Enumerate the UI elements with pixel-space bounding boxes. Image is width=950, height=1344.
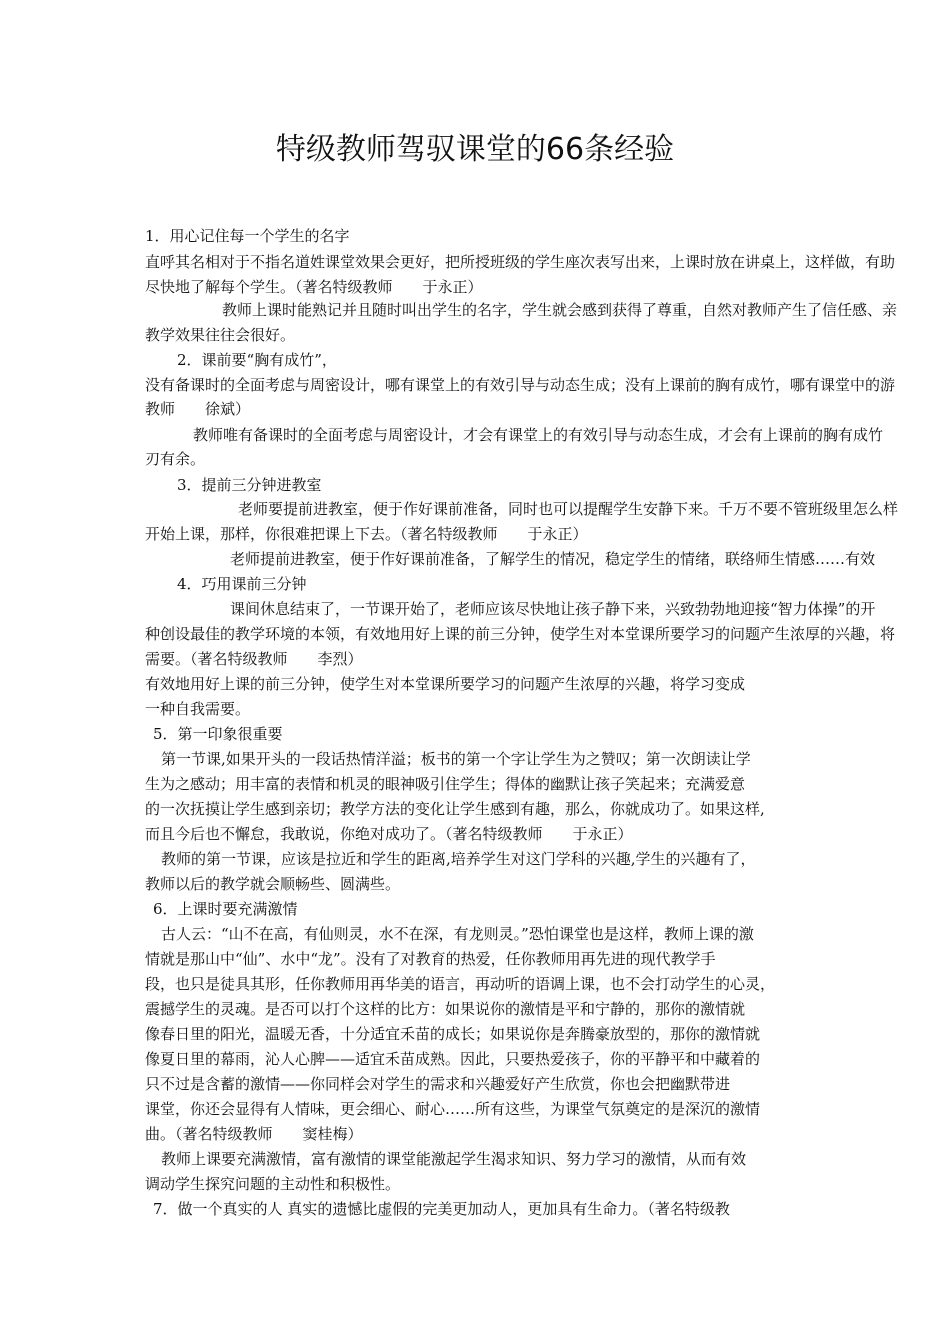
paragraph-line: 刃有余。 — [145, 450, 206, 468]
section-heading-7: 7．做一个真实的人 真实的遗憾比虚假的完美更加动人，更加具有生命力。（著名特级教 — [153, 1200, 730, 1218]
paragraph-line: 段，也只是徒具其形，任你教师用再华美的语言，再动听的语调上课，也不会打动学生的心灵， — [145, 975, 776, 993]
paragraph-line: 震撼学生的灵魂。是否可以打个这样的比方：如果说你的激情是平和宁静的，那你的激情就 — [145, 1000, 746, 1018]
paragraph-line: 有效地用好上课的前三分钟，使学生对本堂课所要学习的问题产生浓厚的兴趣，将学习变成 — [145, 675, 746, 693]
paragraph-line: 曲。（著名特级教师 窦桂梅） — [145, 1125, 363, 1143]
paragraph-line: 开始上课，那样，你很难把课上下去。（著名特级教师 于永正） — [145, 525, 588, 543]
paragraph-line: 生为之感动；用丰富的表情和机灵的眼神吸引住学生；得体的幽默让孩子笑起来；充满爱意 — [145, 775, 746, 793]
paragraph-line: 教师上课时能熟记并且随时叫出学生的名字，学生就会感到获得了尊重，自然对教师产生了信任感、亲 — [222, 301, 898, 319]
paragraph-line: 老师要提前进教室，便于作好课前准备，同时也可以提醒学生安静下来。千万不要不管班级里怎么样 — [238, 500, 899, 518]
paragraph-line: 需要。（著名特级教师 李烈） — [145, 650, 363, 668]
paragraph-line: 课间休息结束了，一节课开始了，老师应该尽快地让孩子静下来，兴致勃勃地迎接“智力体操”的开 — [230, 600, 876, 618]
paragraph-line: 教师唯有备课时的全面考虑与周密设计，才会有课堂上的有效引导与动态生成，才会有上课前的胸有成竹 — [193, 426, 884, 444]
paragraph-line: 只不过是含蓄的激情——你同样会对学生的需求和兴趣爱好产生欣赏，你也会把幽默带进 — [145, 1075, 731, 1093]
paragraph-line: 教学效果往往会很好。 — [145, 326, 296, 344]
paragraph-line: 教师以后的教学就会顺畅些、圆满些。 — [145, 875, 401, 893]
paragraph-line: 一种自我需要。 — [145, 700, 251, 718]
paragraph-line: 尽快地了解每个学生。（著名特级教师 于永正） — [145, 278, 483, 296]
paragraph-line: 古人云：“山不在高，有仙则灵，水不在深，有龙则灵。”恐怕课堂也是这样，教师上课的激 — [161, 925, 754, 943]
paragraph-line: 教师上课要充满激情，富有激情的课堂能激起学生渴求知识、努力学习的激情，从而有效 — [161, 1150, 747, 1168]
paragraph-line: 没有备课时的全面考虑与周密设计，哪有课堂上的有效引导与动态生成；没有上课前的胸有成竹，哪有课堂中的游 — [145, 376, 896, 394]
document-title: 特级教师驾驭课堂的66条经验 — [275, 132, 675, 167]
section-heading-2: 2．课前要“胸有成竹”， — [177, 351, 337, 369]
paragraph-line: 第一节课,如果开头的一段话热情洋溢；板书的第一个字让学生为之赞叹；第一次朗读让学 — [161, 750, 751, 768]
paragraph-line: 直呼其名相对于不指名道姓课堂效果会更好，把所授班级的学生座次表写出来，上课时放在讲桌上，这样做，有助 — [145, 253, 896, 271]
paragraph-line: 教师的第一节课，应该是拉近和学生的距离,培养学生对这门学科的兴趣,学生的兴趣有了， — [161, 850, 756, 868]
section-heading-4: 4．巧用课前三分钟 — [177, 575, 307, 593]
section-heading-1: 1．用心记住每一个学生的名字 — [145, 227, 350, 245]
section-heading-3: 3．提前三分钟进教室 — [177, 476, 322, 494]
paragraph-line: 情就是那山中“仙”、水中“龙”。没有了对教育的热爱，任你教师用再先进的现代教学手 — [145, 950, 716, 968]
paragraph-line: 像春日里的阳光，温暖无香，十分适宜禾苗的成长；如果说你是奔腾豪放型的，那你的激情就 — [145, 1025, 761, 1043]
paragraph-line: 像夏日里的幕雨，沁人心脾——适宜禾苗成熟。因此，只要热爱孩子，你的平静平和中藏着的 — [145, 1050, 761, 1068]
paragraph-line: 调动学生探究问题的主动性和积极性。 — [145, 1175, 401, 1193]
section-heading-6: 6．上课时要充满激情 — [153, 900, 298, 918]
paragraph-line: 的一次抚摸让学生感到亲切；教学方法的变化让学生感到有趣，那么，你就成功了。如果这样, — [145, 800, 765, 818]
section-heading-5: 5．第一印象很重要 — [153, 725, 283, 743]
paragraph-line: 而且今后也不懈怠，我敢说，你绝对成功了。（著名特级教师 于永正） — [145, 825, 633, 843]
paragraph-line: 老师提前进教室，便于作好课前准备，了解学生的情况，稳定学生的情绪，联络师生情感……有效 — [230, 550, 876, 568]
paragraph-line: 课堂，你还会显得有人情味，更会细心、耐心……所有这些，为课堂气氛奠定的是深沉的激情 — [145, 1100, 761, 1118]
paragraph-line: 种创设最佳的教学环境的本领，有效地用好上课的前三分钟，使学生对本堂课所要学习的问题产生浓厚的兴趣，将 — [145, 625, 896, 643]
paragraph-line: 教师 徐斌） — [145, 400, 251, 418]
